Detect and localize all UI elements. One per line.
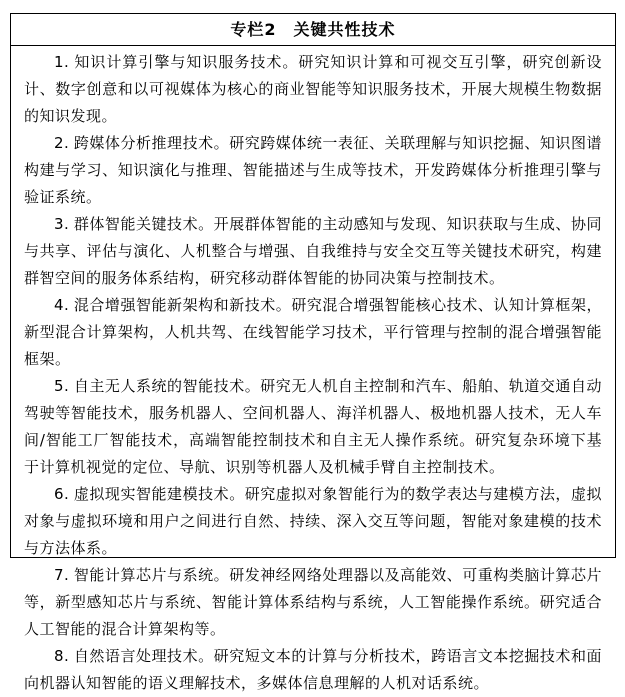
tech-item-1: [24, 49, 602, 130]
item-text: 知识计算引擎与知识服务技术。研究知识计算和可视交互引擎，研究创新设计、数字创意和以可视媒体为核心的商业智能等知识服务技术，开展大规模生物数据的知识发现。: [24, 53, 602, 125]
item-text: 自然语言处理技术。研究短文本的计算与分析技术，跨语言文本挖掘技术和面向机器认知智能的语义理解技术，多媒体信息理解的人机对话系统。: [24, 647, 602, 692]
tech-item-6: [24, 481, 602, 562]
tech-item-3: [24, 211, 602, 292]
tech-item-7: [24, 562, 602, 643]
item-text: 自主无人系统的智能技术。研究无人机自主控制和汽车、船舶、轨道交通自动驾驶等智能技术，服务机器人、空间机器人、海洋机器人、极地机器人技术，无人车间/智能工厂智能技术，高端智能控制技术和自主无人操作系统。研究复杂环境下基于计算机视觉的定位、导航、识别等机器人及机械手臂自主控制技术。: [24, 377, 602, 476]
key-tech-panel: [10, 13, 616, 692]
item-text: 群体智能关键技术。开展群体智能的主动感知与发现、知识获取与生成、协同与共享、评估与演化、人机整合与增强、自我维持与安全交互等关键技术研究，构建群智空间的服务体系结构，研究移动群体智能的协同决策与控制技术。: [24, 215, 602, 287]
item-number: 4.: [54, 296, 70, 314]
tech-item-5: [24, 373, 602, 481]
item-number: 1.: [54, 53, 70, 71]
item-text: 跨媒体分析推理技术。研究跨媒体统一表征、关联理解与知识挖掘、知识图谱构建与学习、知识演化与推理、智能描述与生成等技术，开发跨媒体分析推理引擎与验证系统。: [24, 134, 602, 206]
item-text: 智能计算芯片与系统。研发神经网络处理器以及高能效、可重构类脑计算芯片等，新型感知芯片与系统、智能计算体系结构与系统，人工智能操作系统。研究适合人工智能的混合计算架构等。: [24, 566, 602, 638]
item-number: 6.: [54, 485, 70, 503]
panel-title: 专栏2 关键共性技术: [11, 14, 615, 46]
item-text: 混合增强智能新架构和新技术。研究混合增强智能核心技术、认知计算框架，新型混合计算架构，人机共驾、在线智能学习技术，平行管理与控制的混合增强智能框架。: [24, 296, 602, 368]
tech-item-8: [24, 643, 602, 697]
item-number: 8.: [54, 647, 70, 665]
item-text: 虚拟现实智能建模技术。研究虚拟对象智能行为的数学表达与建模方法，虚拟对象与虚拟环境和用户之间进行自然、持续、深入交互等问题，智能对象建模的技术与方法体系。: [24, 485, 602, 557]
item-number: 2.: [54, 134, 70, 152]
item-number: 7.: [54, 566, 70, 584]
tech-item-2: [24, 130, 602, 211]
item-number: 3.: [54, 215, 70, 233]
panel-body: [11, 46, 615, 697]
tech-item-4: [24, 292, 602, 373]
item-number: 5.: [54, 377, 70, 395]
